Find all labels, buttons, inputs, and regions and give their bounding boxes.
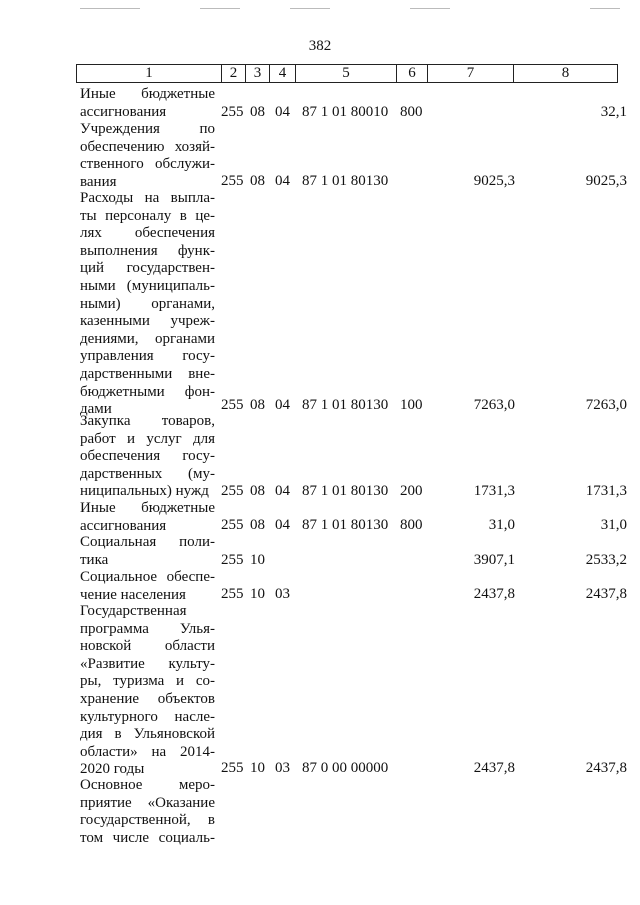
- cell-section: 08: [250, 517, 265, 533]
- cell-subsection: 04: [275, 483, 290, 499]
- cell-amount-col7: 7263,0: [473, 397, 515, 413]
- table-row-description: [80, 603, 215, 779]
- row-text-line: ными) органами,: [80, 295, 215, 312]
- cell-amount-col8: 32,1: [600, 104, 627, 120]
- row-text-line: программа Улья-: [80, 620, 215, 637]
- cell-target-article: 87 1 01 80130: [302, 397, 389, 413]
- row-text-line: Социальное обеспе-: [80, 569, 215, 585]
- cell-amount-col8: 9025,3: [585, 173, 627, 189]
- row-text-line: том числе социаль-: [80, 829, 215, 846]
- row-text-line: Государственная: [80, 603, 187, 619]
- row-text-line: культурного насле-: [80, 708, 215, 725]
- row-text-line: казенными учреж-: [80, 313, 215, 330]
- cell-subsection: 03: [275, 586, 290, 602]
- cell-section: 08: [250, 173, 265, 189]
- row-text-line: ты персоналу в це-: [80, 207, 215, 224]
- row-text-line: ры, туризма и со-: [80, 673, 215, 690]
- row-text-line: выполнения функ-: [80, 242, 215, 259]
- row-text-line: Расходы на выпла-: [80, 190, 215, 206]
- cell-section: 08: [250, 483, 265, 499]
- header-col-8: 8: [561, 65, 570, 81]
- row-text-line: ассигнования: [80, 103, 167, 120]
- cell-expense-type: 100: [400, 397, 423, 413]
- cell-target-article: 87 1 01 80130: [302, 517, 389, 533]
- header-col-5: 5: [296, 65, 397, 82]
- header-col-3: 3: [246, 65, 270, 82]
- cell-target-article: 87 1 01 80010: [302, 104, 389, 120]
- cell-amount-col7: 1731,3: [473, 483, 515, 499]
- cell-subsection: 04: [275, 104, 290, 120]
- row-text-line: 2020 годы: [80, 761, 145, 778]
- cell-section: 10: [250, 586, 265, 602]
- row-text-line: лях обеспечения: [80, 225, 215, 242]
- cell-amount-col8: 7263,0: [585, 397, 627, 413]
- row-text-line: Иные бюджетные: [80, 86, 215, 102]
- cell-subsection: 04: [275, 173, 290, 189]
- row-text-line: Закупка товаров,: [80, 413, 215, 429]
- cell-ministry-code: 255: [221, 397, 244, 413]
- cell-expense-type: 200: [400, 483, 423, 499]
- header-col-6: 6: [397, 65, 428, 82]
- row-text-line: дарственных (му-: [80, 465, 215, 482]
- cell-section: 10: [250, 552, 265, 568]
- row-text-line: обеспечения госу-: [80, 448, 215, 465]
- row-text-line: «Развитие культу-: [80, 655, 215, 672]
- cell-amount-col7: 2437,8: [473, 760, 515, 776]
- header-col-4: 4: [270, 65, 296, 82]
- row-text-line: государственной, в: [80, 812, 215, 829]
- row-text-line: приятие «Оказание: [80, 794, 215, 811]
- cell-ministry-code: 255: [221, 173, 244, 189]
- row-text-line: дами: [80, 401, 112, 418]
- cell-ministry-code: 255: [221, 586, 244, 602]
- header-col-2: 2: [222, 65, 246, 82]
- header-col-7: 7: [428, 65, 514, 82]
- row-text-line: ассигнования: [80, 517, 167, 534]
- row-text-line: Основное меро-: [80, 777, 215, 793]
- row-text-line: управления госу-: [80, 348, 215, 365]
- row-text-line: ниципальных) нужд: [80, 483, 209, 500]
- row-text-line: ными (муниципаль-: [80, 277, 215, 294]
- row-text-line: ственного обслужи-: [80, 156, 215, 173]
- cell-amount-col8: 1731,3: [585, 483, 627, 499]
- cell-amount-col7: 9025,3: [473, 173, 515, 189]
- row-text-line: работ и услуг для: [80, 430, 215, 447]
- cell-subsection: 04: [275, 397, 290, 413]
- row-text-line: Социальная поли-: [80, 534, 215, 550]
- cell-amount-col7: 2437,8: [473, 586, 515, 602]
- cell-ministry-code: 255: [221, 760, 244, 776]
- row-text-line: Учреждения по: [80, 121, 215, 137]
- cell-section: 08: [250, 104, 265, 120]
- cell-target-article: 87 1 01 80130: [302, 483, 389, 499]
- row-text-line: хранение объектов: [80, 690, 215, 707]
- cell-amount-col7: 31,0: [488, 517, 515, 533]
- row-text-line: ций государствен-: [80, 260, 215, 277]
- table-row-description: [80, 86, 215, 121]
- cell-expense-type: 800: [400, 517, 423, 533]
- cell-amount-col8: 31,0: [600, 517, 627, 533]
- table-row-description: [80, 500, 215, 535]
- cell-section: 08: [250, 397, 265, 413]
- table-row-description: [80, 777, 215, 847]
- table-row-description: [80, 121, 215, 191]
- table-header: [76, 64, 618, 83]
- cell-expense-type: 800: [400, 104, 423, 120]
- row-text-line: вания: [80, 173, 117, 190]
- page-number: 382: [308, 38, 332, 54]
- row-text-line: обеспечению хозяй-: [80, 138, 215, 155]
- cell-ministry-code: 255: [221, 104, 244, 120]
- row-text-line: дия в Ульяновской: [80, 726, 215, 743]
- cell-target-article: 87 0 00 00000: [302, 760, 389, 776]
- table-row-description: [80, 413, 215, 501]
- cell-ministry-code: 255: [221, 552, 244, 568]
- row-text-line: дарственными вне-: [80, 365, 215, 382]
- table-row-description: [80, 534, 215, 569]
- cell-ministry-code: 255: [221, 517, 244, 533]
- cell-amount-col7: 3907,1: [473, 552, 515, 568]
- cell-ministry-code: 255: [221, 483, 244, 499]
- row-text-line: дениями, органами: [80, 330, 215, 347]
- header-col-1: 1: [77, 65, 222, 82]
- cell-amount-col8: 2533,2: [585, 552, 627, 568]
- row-text-line: Иные бюджетные: [80, 500, 215, 516]
- cell-target-article: 87 1 01 80130: [302, 173, 389, 189]
- cell-subsection: 03: [275, 760, 290, 776]
- row-text-line: тика: [80, 551, 109, 568]
- row-text-line: области» на 2014-: [80, 743, 215, 760]
- table-row-description: [80, 190, 215, 419]
- row-text-line: чение населения: [80, 586, 186, 603]
- row-text-line: новской области: [80, 638, 215, 655]
- cell-amount-col8: 2437,8: [585, 586, 627, 602]
- cell-subsection: 04: [275, 517, 290, 533]
- cell-section: 10: [250, 760, 265, 776]
- row-text-line: бюджетными фон-: [80, 383, 215, 400]
- cell-amount-col8: 2437,8: [585, 760, 627, 776]
- table-row-description: [80, 569, 215, 604]
